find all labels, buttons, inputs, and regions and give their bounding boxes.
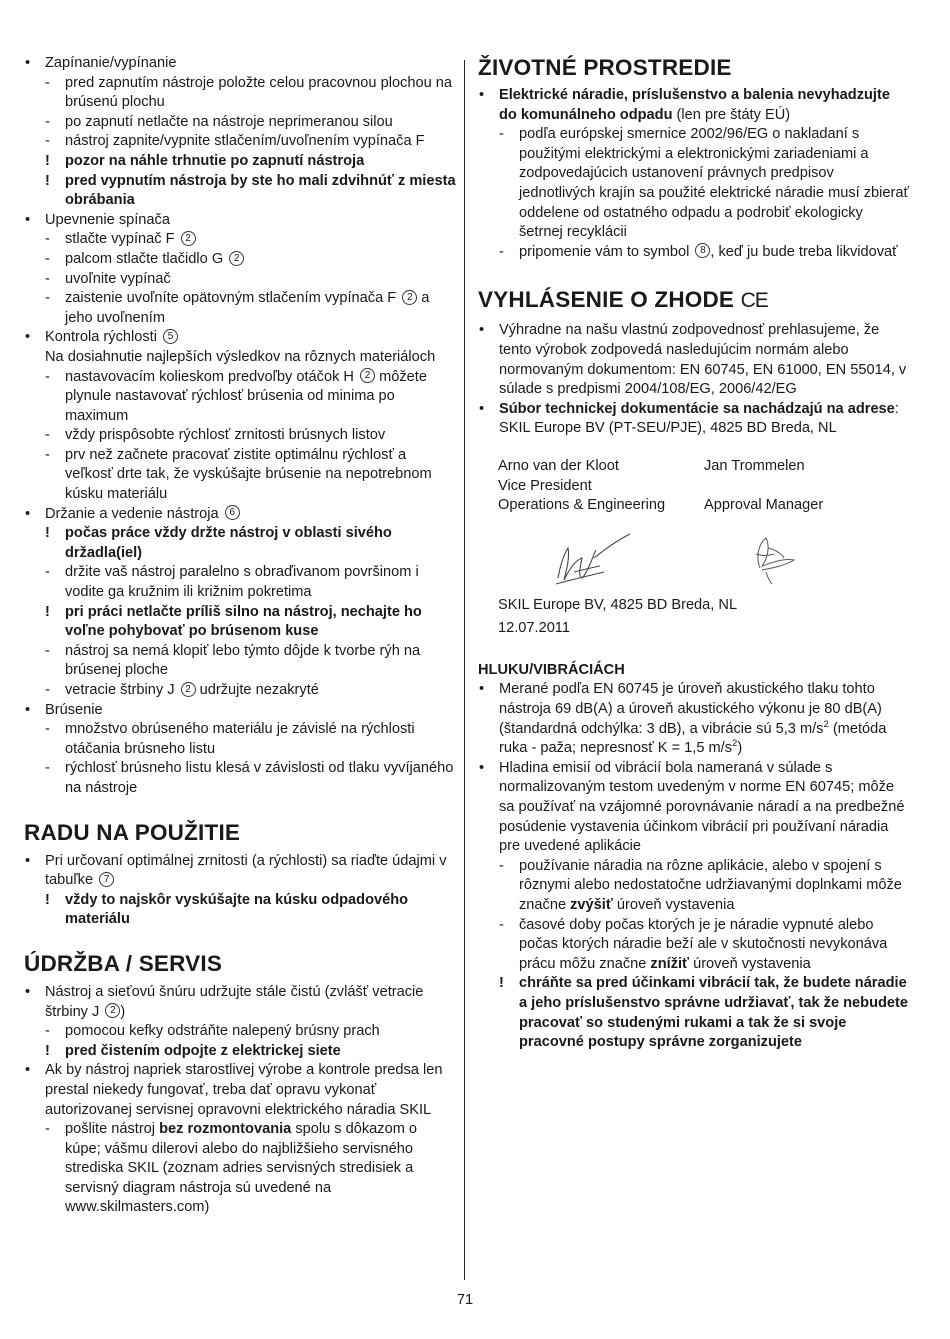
signatory-1 [498,457,704,516]
dash-marker: - [45,682,50,698]
bullet-marker: • [25,1062,31,1079]
list-item-text: pred zapnutím nástroje položte celou pracovnou plochou na brúsenú plochu [65,74,452,111]
list-item-text: zaistenie uvoľníte opätovným stlačením vypínača F [65,290,397,307]
list-item-text: používanie náradia na rôzne aplikácie, alebo v spojení s rôznymi alebo nedostatočne udržiavanými doplnkami môže značne [519,857,902,913]
figure-ref-icon: 2 [181,231,196,246]
warning-text: chráňte sa pred účinkami vibrácií tak, že budete náradie a jeho príslušenstvo správne udržiavať, tak že nebudete pracovať so studenými rukami a tak že si svoje pracovné postupy správne zorganizujete [519,975,908,1051]
warning-item [24,603,456,642]
dash-marker: - [45,368,50,385]
warning-text: počas práce vždy držte nástroj v oblasti sivého držadla(iel) [65,525,392,561]
dash-marker: - [45,760,50,777]
list-item-text: nástroj zapnite/vypnite stlačením/uvoľnením vypínača F [65,133,425,150]
list-item-text: úroveň vystavenia [612,897,735,913]
warning-marker: ! [499,975,504,992]
list-item-text: nastavovacím kolieskom predvoľby otáčok H [65,368,354,385]
list-subitem [24,642,456,681]
list-item-text: stlačte vypínač F [65,231,175,248]
signatory-title: Approval Manager [704,497,824,514]
dash-marker: - [499,857,504,874]
list-item-text: podľa európskej smernice 2002/96/EG o nakladaní s použitými elektrickými a elektronickými zariadeniami a zodpovedajúcich ustanovení právnych predpisov jednotlivých krajín sa použité elektrické náradie musí zbierať oddelene od ostatného odpadu a podrobiť ekologicky šetrnej recyklácii [519,126,909,241]
list-subitem [478,125,910,243]
warning-marker: ! [45,152,50,169]
list-item-text: pripomenie vám to symbol [519,243,690,260]
list-item [478,400,910,439]
list-item-text: (metóda ruka - paža; nepresnosť K = 1,5 m/s [499,720,887,757]
warning-item [24,891,456,930]
list-item [24,328,456,348]
list-item [478,86,910,125]
column-divider [464,60,465,1280]
bullet-marker: • [25,983,31,1000]
list-subitem [24,720,456,759]
list-subitem [478,857,910,916]
list-item-text: pošlite nástroj [65,1121,160,1138]
list-subitem [478,916,910,975]
list-item-text: rýchlosť brúsneho listu klesá v závislosti od tlaku vyvíjaného na nástroje [65,760,454,796]
figure-ref-icon: 5 [163,329,178,344]
signatory-2 [704,457,910,516]
list-item-text: nástroj sa nemá klopiť lebo týmto dôjde k tvorbe rýh na brúsenej ploche [65,642,421,679]
right-column [478,54,910,1053]
list-item-text: udržujte nezakryté [199,682,319,698]
signature-icon [478,528,910,586]
section-heading: HLUKU/VIBRÁCIÁCH [478,661,625,678]
company-address: SKIL Europe BV, 4825 BD Breda, NL [498,596,738,613]
list-item-text: Ak by nástroj napriek starostlivej výrobe a kontrole predsa len prestal niekedy fungovať, treba dať opravu vykonať autorizovanej servisnej opravovni elektrického náradia SKIL [45,1062,443,1118]
bullet-marker: • [25,55,31,71]
list-subitem [24,426,456,446]
section-heading: RADU NA POUŽITIE [24,819,241,845]
bullet-marker: • [479,681,485,698]
list-item-text: uvoľnite vypínač [65,270,171,287]
list-item-text: pomocou kefky odstráňte nalepený brúsny prach [65,1023,380,1040]
list-item-text: vždy prispôsobte rýchlosť zrnitosti brúsnych listov [65,427,386,444]
warning-marker: ! [45,525,50,542]
signatory-title: Vice President [498,477,592,494]
dash-marker: - [45,427,50,444]
list-subitem [24,132,456,152]
dash-marker: - [45,250,50,267]
figure-ref-icon: 2 [229,251,244,266]
list-item [24,54,456,74]
dash-marker: - [45,74,50,91]
list-item [24,701,456,721]
warning-item [24,152,456,172]
warning-marker: ! [45,603,50,620]
ce-mark-icon: CE [740,289,768,313]
list-item [24,211,456,231]
dash-marker: - [45,564,50,581]
bullet-marker: • [479,759,485,776]
bullet-marker: • [479,87,485,103]
list-item-text: Upevnenie spínača [45,211,170,228]
list-item-text: Pri určovaní optimálnej zrnitosti (a rýchlosti) sa riaďte údajmi v tabuľke [45,852,447,889]
warning-item [24,524,456,563]
list-item-text: množstvo obrúseného materiálu je závislé na rýchlosti otáčania brúsneho listu [65,721,415,757]
superscript: 2 [732,738,738,750]
list-item-text: držite vaš nástroj paralelno s obraďivanom površinom i vodite ga kružnim ili križnim pokretima [65,564,419,601]
signatory-title: Operations & Engineering [498,497,666,514]
section-heading: ÚDRŽBA / SERVIS [24,950,223,976]
list-subitem [24,759,456,798]
dash-marker: - [45,1023,50,1040]
list-item-text: Hladina emisií od vibrácií bola nameraná v súlade s normalizovaným testom uvedeným v norme EN 60745; môže sa používať na vzájomné porovnávanie náradí a na predbežné posúdenie vystavenia účinkom vibrácií pri používaní náradia pre uvedené aplikácie [499,759,905,855]
list-subitem [24,1120,456,1218]
list-item [24,852,456,891]
section-heading: ŽIVOTNÉ PROSTREDIE [478,55,732,80]
list-item-text: prv než začnete pracovať zistite optimálnu rýchlosť a veľkosť drte tak, že vyskúšajte brúsenie na nepotrebnom kúsku materiálu [65,446,432,503]
list-subitem [24,563,456,602]
dash-marker: - [45,133,50,150]
list-item-text: časové doby počas ktorých je je náradie vypnuté alebo počas ktorých náradie beží ale v skutočnosti nevykonáva prácu môžu značne [519,916,888,972]
list-item [24,983,456,1022]
section-heading-text: VYHLÁSENIE O ZHODE [478,287,735,313]
paragraph: Na dosiahnutie najlepších výsledkov na rôznych materiáloch [45,348,436,365]
list-subitem [24,230,456,250]
list-subitem [24,681,456,701]
signatures-image [478,528,910,586]
list-item [478,321,910,399]
figure-ref-icon: 8 [695,243,710,258]
page-number: 71 [456,1292,474,1308]
figure-ref-icon: 6 [225,505,240,520]
list-item-text-bold: znížiť [650,955,690,972]
declaration-date: 12.07.2011 [498,620,570,637]
list-item-text: Merané podľa EN 60745 je úroveň akustického tlaku tohto nástroja 69 dB(A) a úroveň akustického výkonu je 80 dB(A) (štandardná odchýlka: 3 dB), a vibrácie sú 5,3 m/s [499,681,882,737]
signatories [498,457,910,516]
warning-marker: ! [45,891,50,908]
warning-text: pozor na náhle trhnutie po zapnutí nástroja [65,152,365,169]
dash-marker: - [45,1121,50,1138]
list-item-text: Výhradne na našu vlastnú zodpovednosť prehlasujeme, že tento výrobok zodpovedá nasledujúcim normám alebo normovaným dokumentom: EN 60745, EN 61000, EN 55014, v súlade s predpismi 2004/108/EG, 2006/42/EG [499,322,907,398]
list-item-text: môžete plynule nastavovať rýchlosť brúsenia od minima po maximum [65,368,427,424]
dash-marker: - [45,446,50,463]
figure-ref-icon: 2 [402,290,417,305]
warning-text: pri práci netlačte príliš silno na nástroj, nechajte ho voľne pohybovať po brúsenom kuse [65,603,422,640]
list-subitem [24,1022,456,1042]
dash-marker: - [45,721,50,738]
bullet-marker: • [25,329,31,346]
list-subitem [24,270,456,290]
list-item-text: ) [120,1003,126,1020]
warning-text: pred vypnutím nástroja by ste ho mali zdvihnúť z miesta obrábania [65,172,456,209]
bullet-marker: • [25,701,31,718]
list-item-text: Brúsenie [45,701,103,718]
superscript: 2 [823,718,829,730]
list-item-text: a jeho uvoľnením [65,290,430,326]
list-item-text: palcom stlačte tlačidlo G [65,250,224,267]
dash-marker: - [499,243,504,260]
list-subitem [24,250,456,270]
list-item [478,759,910,857]
list-item-text-bold: Súbor technickej dokumentácie sa nachádzajú na adrese [499,400,895,417]
list-item-text: vetracie štrbiny J [65,682,175,698]
list-item-text: po zapnutí netlačte na nástroje neprimeranou silou [65,113,393,130]
warning-marker: ! [45,172,50,189]
bullet-marker: • [25,852,31,869]
section-heading [478,286,910,315]
bullet-marker: • [479,400,485,417]
signatory-name: Arno van der Kloot [498,457,619,474]
list-item-text: úroveň vystavenia [689,955,811,972]
list-item-text-bold: zvýšiť [570,897,613,913]
list-subitem [24,74,456,113]
warning-text: vždy to najskôr vyskúšajte na kúsku odpadového materiálu [65,891,409,928]
list-subitem [24,446,456,505]
warning-marker: ! [45,1042,50,1059]
list-subitem [24,368,456,427]
warning-text: pred čistením odpojte z elektrickej siete [65,1042,341,1059]
dash-marker: - [45,642,50,659]
list-subitem [24,289,456,328]
warning-item [478,974,910,1052]
list-item-text-bold: Elektrické náradie, príslušenstvo a balenia nevyhadzujte do komunálneho odpadu [499,87,890,123]
list-item-text-bold: bez rozmontovania [159,1121,292,1138]
list-item-text: : SKIL Europe BV (PT-SEU/PJE), 4825 BD Breda, NL [499,400,899,437]
list-item [24,1061,456,1120]
dash-marker: - [45,290,50,307]
list-item-text: Držanie a vedenie nástroja [45,505,219,522]
dash-marker: - [499,916,504,933]
dash-marker: - [45,270,50,287]
dash-marker: - [45,231,50,248]
bullet-marker: • [25,211,31,228]
dash-marker: - [45,113,50,130]
list-subitem [24,113,456,133]
bullet-marker: • [25,505,31,522]
figure-ref-icon: 2 [360,368,375,383]
list-item-text: , keď ju bude treba likvidovať [710,243,898,260]
signatory-name: Jan Trommelen [704,457,805,474]
warning-item [24,1042,456,1062]
list-item [478,680,910,758]
figure-ref-icon: 7 [99,872,114,887]
dash-marker: - [499,126,504,143]
list-item-text: ) [737,740,743,757]
bullet-marker: • [479,322,485,339]
warning-item [24,172,456,211]
list-item-text: Nástroj a sieťovú šnúru udržujte stále čistú (zvlášť vetracie štrbiny J [45,983,424,1020]
left-column [24,54,456,1218]
list-item-text: Zapínanie/vypínanie [45,55,177,71]
figure-ref-icon: 2 [181,682,196,697]
list-item-text: (len pre štáty EÚ) [672,106,791,123]
list-item-text: spolu s dôkazom o kúpe; vášmu dilerovi alebo do najbližšieho servisného strediska SKIL (zoznam adries servisných stredisiek a servisný diagram nástroja sú uvedené na www.skilmasters.com) [65,1121,418,1216]
list-subitem [478,243,910,263]
list-item-text: Kontrola rýchlosti [45,329,157,346]
list-item [24,505,456,525]
figure-ref-icon: 2 [105,1003,120,1018]
